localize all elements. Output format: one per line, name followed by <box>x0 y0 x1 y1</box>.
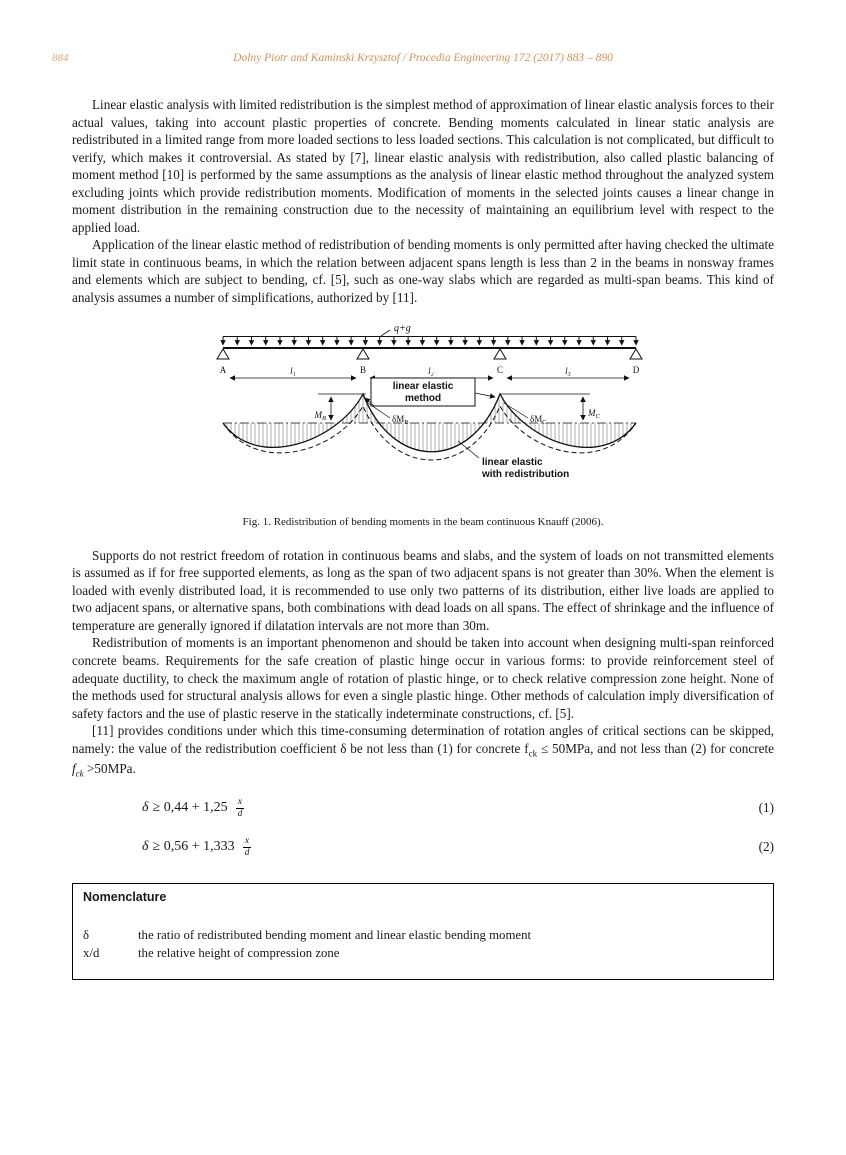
equation-1-body: ≥ 0,44 + 1,25 <box>152 800 228 816</box>
redistribution-leader <box>458 441 479 458</box>
mc-label: $M_C$ <box>588 407 600 420</box>
delta-symbol: δ <box>142 800 149 816</box>
paragraph-5-text: (2) for concrete <box>690 740 774 756</box>
support-b-triangle <box>357 349 369 359</box>
mb-label: $M_B$ <box>314 409 326 422</box>
support-label-a: A <box>219 364 227 375</box>
fck-subscript-1: ck <box>528 748 538 759</box>
delta-mc-label: $\delta M_C$ <box>530 413 547 426</box>
fraction-x-over-d: $\frac{x}{d}$ <box>244 835 250 858</box>
nomenclature-title: Nomenclature <box>83 889 167 904</box>
equation-1-expression <box>142 797 244 820</box>
fck-symbol-2: f <box>72 761 76 777</box>
support-a-triangle <box>217 349 229 359</box>
nomenclature-box <box>72 883 774 980</box>
beam-moment-diagram <box>198 321 648 496</box>
redistribution-label-line1: linear elastic <box>482 456 543 468</box>
paragraph-1: Linear elastic analysis with limited redistribution is the simplest method of approximation of linear elastic analysis forces to their actual values, taking into account plastic properties of concrete. Bending moments calculated in linear static analysis are redistributed in a limited range from more loaded sections to less loaded sections. This calculation is not complicated, but difficult to verify, which makes it controversial. As stated by [7], linear elastic analysis with redistribution, also called plastic balancing of moment method [10] is performed by the same assumptions as the analysis of linear elastic method throughout the analyzed system excluding joints which provide redistribution moments. Modification of moments in the selected joints causes a linear change in moment distribution in the remaining construction due to the necessity of maintaining an equilibrium level with respect to the applied load. <box>72 97 774 235</box>
span-label-l1: l₁ <box>290 365 296 376</box>
support-label-b: B <box>359 364 367 375</box>
nomenclature-symbol: δ <box>83 927 90 942</box>
fck-subscript-2: ck <box>75 769 84 780</box>
delta-mb-label: $\delta M_B$ <box>392 413 409 426</box>
support-label-d: D <box>632 364 640 375</box>
figure-1-caption: Fig. 1. Redistribution of bending moments in the beam continuous Knauff (2006). <box>242 515 604 528</box>
paragraph-5-text: [11] provides conditions under which this time-consuming determination of rotation angles of critical sections can be skipped, namely: the value of the redistribution coefficient δ be not less than (1) for concrete f <box>72 723 774 756</box>
nomenclature-row <box>83 926 763 945</box>
span-label-l2: l₂ <box>428 365 434 376</box>
article-body <box>72 96 774 980</box>
delta-symbol: δ <box>142 839 149 855</box>
running-head-citation: Dolny Piotr and Kaminski Krzysztof / Procedia Engineering 172 (2017) 883 – 890 <box>233 52 613 64</box>
supports <box>217 349 642 359</box>
nomenclature-description: the relative height of compression zone <box>138 946 340 961</box>
fraction-x-over-d: $\frac{x}{d}$ <box>237 796 243 819</box>
nomenclature-row <box>83 944 763 963</box>
linear-elastic-method-line2: method <box>404 392 442 404</box>
equation-1-number: (1) <box>758 800 774 816</box>
paragraph-5-text: ≤ 50MPa, and not less than <box>537 740 691 756</box>
support-label-c: C <box>496 364 504 375</box>
page-header <box>52 52 774 68</box>
equation-2-expression <box>142 836 251 859</box>
nomenclature-symbol: x/d <box>83 946 100 961</box>
load-label-leader <box>381 330 390 336</box>
page-number: 884 <box>52 52 69 64</box>
redistribution-label-line2: with redistribution <box>482 468 570 480</box>
equation-2-body: ≥ 0,56 + 1,333 <box>152 839 235 855</box>
nomenclature-description: the ratio of redistributed bending moment and linear elastic bending moment <box>138 927 532 942</box>
paragraph-3: Supports do not restrict freedom of rotation in continuous beams and slabs, and the system of loads on not transmitted elements is assumed as if for free supported elements, as long as the span of two adjacent spans is not greater than 30%. When the element is loaded with evenly distributed load, it is recommended to use only two patterns of its distribution, either live loads are applied to two adjacent spans, or alternative spans, both combinations with dead loads on all spans. The effect of shrinkage and the influence of temperature are generally ignored if dilatation intervals are not more than 30m. <box>72 547 774 633</box>
paragraph-5 <box>72 722 774 781</box>
box-arrow-to-c <box>475 393 495 397</box>
span-label-l3: l₃ <box>565 365 571 376</box>
support-c-triangle <box>494 349 506 359</box>
load-label: q+g <box>394 322 411 334</box>
support-d-triangle <box>630 349 642 359</box>
equation-1 <box>72 797 774 820</box>
paragraph-2: Application of the linear elastic method of redistribution of bending moments is only permitted after having checked the ultimate limit state in continuous beams, in which the relation between adjacent spans length is less than 2 in the beams in nonsway frames and elements which are subject to bending, cf. [5], such as one-way slabs which are regarded as multi-span beams. This kind of analysis assumes a number of simplifications, authorized by [11]. <box>72 237 774 306</box>
paragraph-5-text: >50MPa. <box>83 761 136 777</box>
equation-2-number: (2) <box>758 839 774 855</box>
load-arrows <box>223 336 636 344</box>
figure-1 <box>72 321 774 529</box>
linear-elastic-method-line1: linear elastic <box>392 380 454 392</box>
paragraph-4: Redistribution of moments is an important phenomenon and should be taken into account when designing multi-span reinforced concrete beams. Requirements for the safe creation of plastic hinge occur in various forms: to provide reinforcement steel of adequate ductility, to check the maximum angle of rotation of plastic hinge, or to check relative compression zone height. None of the methods used for structural analysis allows for even a single plastic hinge. Other methods of calculation imply diversification of safety factors and the use of plastic reserve in the statically indeterminate constructions, cf. [5]. <box>72 635 774 721</box>
equation-2 <box>72 836 774 859</box>
